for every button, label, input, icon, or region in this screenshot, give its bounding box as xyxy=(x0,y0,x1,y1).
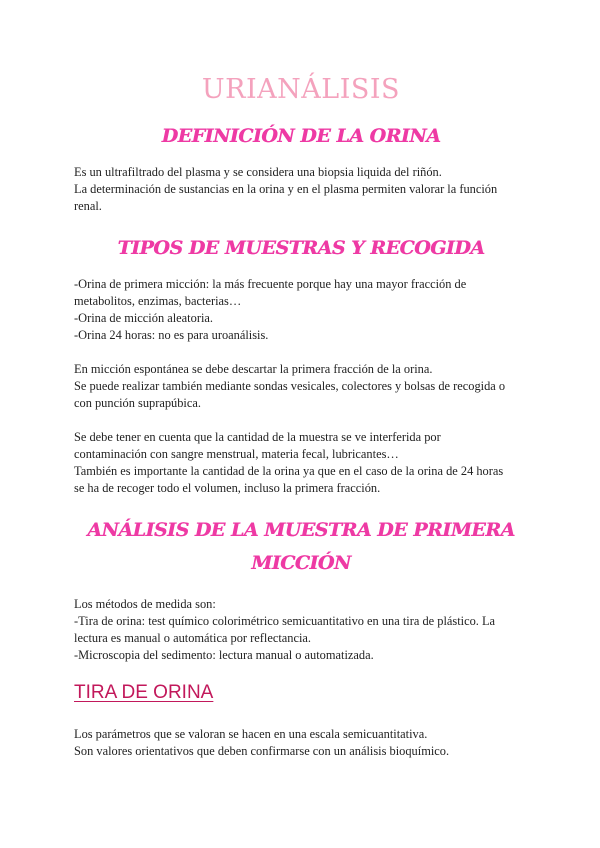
heading-definicion: DEFINICIÓN DE LA ORINA xyxy=(161,125,441,147)
heading-line: MICCIÓN xyxy=(251,552,351,574)
list-item: metabolitos, enzimas, bacterias… xyxy=(74,294,242,308)
text-line: -Tira de orina: test químico colorimétrico semicuantitativo en una tira de plástico. La xyxy=(74,614,496,628)
list-tipos xyxy=(74,276,528,344)
text-line: Son valores orientativos que deben confirmarse con un análisis bioquímico. xyxy=(74,744,450,758)
paragraph-cantidad xyxy=(74,429,528,497)
text-line: Es un ultrafiltrado del plasma y se considera una biopsia liquida del riñón. xyxy=(74,165,442,179)
text-line: Los parámetros que se valoran se hacen en una escala semicuantitativa. xyxy=(74,727,428,741)
list-item: -Orina de primera micción: la más frecuente porque hay una mayor fracción de xyxy=(74,277,467,291)
list-item: -Orina 24 horas: no es para uroanálisis. xyxy=(74,328,269,342)
heading-analisis xyxy=(74,514,528,580)
text-line: En micción espontánea se debe descartar la primera fracción de la orina. xyxy=(74,362,433,376)
text-line: También es importante la cantidad de la orina ya que en el caso de la orina de 24 horas xyxy=(74,464,504,478)
text-line: La determinación de sustancias en la orina y en el plasma permiten valorar la función xyxy=(74,182,498,196)
heading-tira-de-orina: TIRA DE ORINA xyxy=(74,682,214,703)
text-line: Se puede realizar también mediante sondas vesicales, colectores y bolsas de recogida o xyxy=(74,379,506,393)
text-line: Se debe tener en cuenta que la cantidad de la muestra se ve interferida por xyxy=(74,430,441,444)
text-line: -Microscopia del sedimento: lectura manual o automatizada. xyxy=(74,648,374,662)
text-line: contaminación con sangre menstrual, materia fecal, lubricantes… xyxy=(74,447,399,461)
text-line: Los métodos de medida son: xyxy=(74,597,216,611)
text-line: se ha de recoger todo el volumen, incluso la primera fracción. xyxy=(74,481,381,495)
paragraph-miccion xyxy=(74,361,528,412)
text-line: renal. xyxy=(74,199,102,213)
text-line: lectura es manual o automática por reflectancia. xyxy=(74,631,312,645)
paragraph-metodos xyxy=(74,596,528,664)
heading-line: ANÁLISIS DE LA MUESTRA DE PRIMERA xyxy=(87,519,515,541)
paragraph-definicion xyxy=(74,164,528,215)
list-item: -Orina de micción aleatoria. xyxy=(74,311,213,325)
text-line: con punción suprapúbica. xyxy=(74,396,201,410)
document-title: URIANÁLISIS xyxy=(201,74,401,105)
paragraph-tira xyxy=(74,726,528,760)
heading-tipos: TIPOS DE MUESTRAS Y RECOGIDA xyxy=(117,237,485,259)
